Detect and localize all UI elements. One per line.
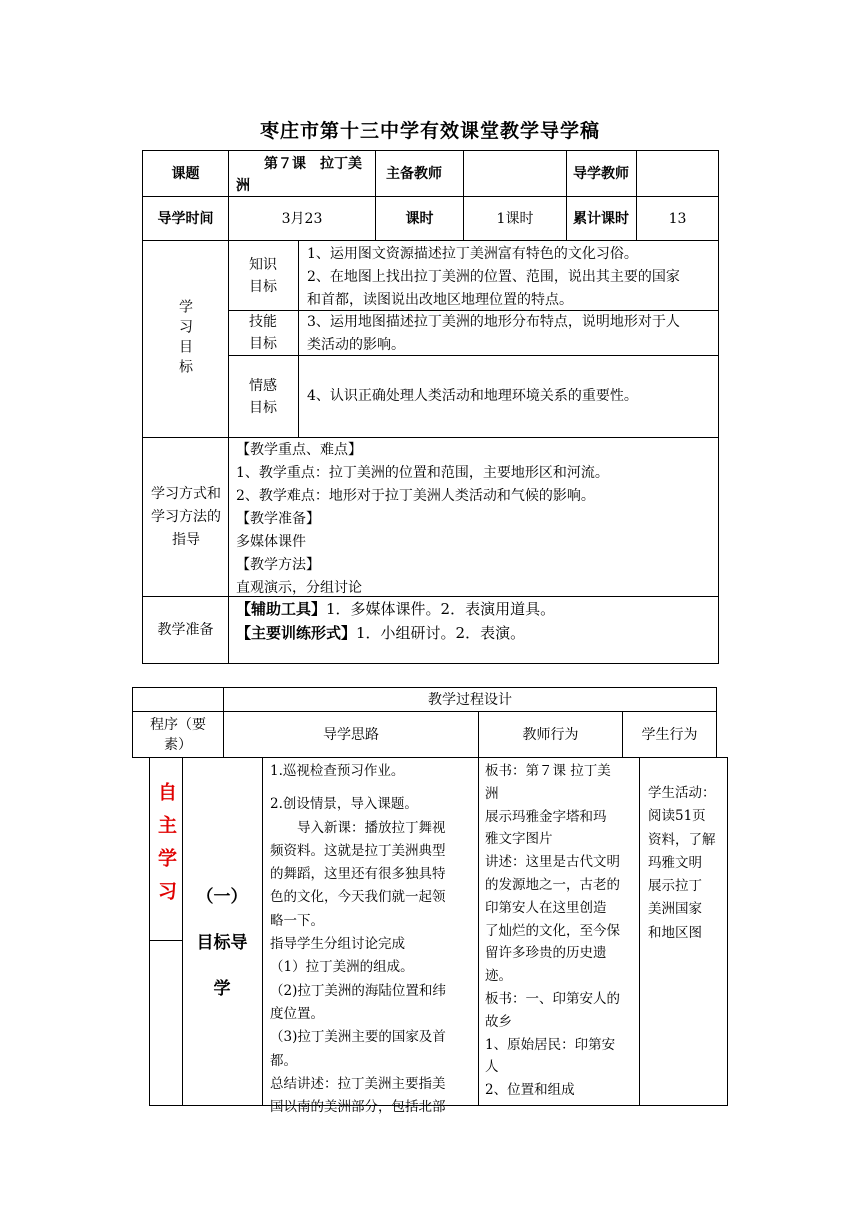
stage-self-study: 自主学习	[155, 782, 177, 914]
col-program: 程序（要素）	[150, 716, 206, 753]
col-student: 学生行为	[641, 726, 698, 743]
objective-type-emotion: 情感目标	[249, 377, 277, 416]
objective-skill-text: 3、运用地图描述拉丁美洲的地形分布特点，说明地形对于人 类活动的影响。	[307, 314, 680, 353]
guide-teacher-label: 导学教师	[573, 165, 629, 182]
topic-value: 第７课 拉丁美洲	[236, 156, 362, 194]
cumulative-value: 13	[668, 210, 687, 227]
objectives-label: 学习目标	[177, 299, 193, 379]
topic-label: 课题	[171, 165, 200, 182]
col-guide: 导学思路	[323, 726, 379, 743]
prep-label: 教学准备	[157, 622, 214, 638]
period-value: 1课时	[496, 210, 534, 227]
student-text: 学生活动： 阅读51页 资料，了解 玛雅文明 展示拉丁 美洲国家 和地区图	[648, 785, 716, 941]
guide-text: 1.巡视检查预习作业。 2.创设情景，导入课题。 导入新课：播放拉丁舞视 频资料。这就是拉丁美洲典型 的舞蹈，这里还有很多独具特 色的文化，今天我们就一起领 略一下。 指导学生分组讨论完成 （1）拉丁美洲的组成。 （2)拉丁美洲的海陆位置和纬 度位置。 （3)拉丁美洲主要的国家及首 都。 总结讲述：拉丁美洲主要指美 国以南的美洲部分，包括北部	[270, 763, 446, 1116]
guide-teacher-value	[637, 151, 718, 196]
time-label: 导学时间	[157, 210, 214, 227]
period-label: 课时	[405, 210, 434, 227]
objective-knowledge-text: 1、运用图文资源描述拉丁美洲富有特色的文化习俗。 2、在地图上找出拉丁美洲的位置、范围，说出其主要的国家 和首都，读图说出改地区地理位置的特点。	[307, 246, 680, 308]
process-title: 教学过程设计	[428, 691, 512, 708]
time-value: 3月23	[281, 210, 323, 227]
objective-type-knowledge: 知识目标	[249, 256, 277, 295]
page-title: 枣庄市第十三中学有效课堂教学导学稿	[259, 120, 600, 142]
method-text: 【教学重点、难点】 1、教学重点：拉丁美洲的位置和范围，主要地形区和河流。 2、教学难点：地形对于拉丁美洲人类活动和气候的影响。 【教学准备】 多媒体课件 【教学方法】 直观演示，分组讨论	[236, 442, 609, 596]
method-label: 学习方式和学习方法的指导	[151, 485, 221, 548]
lead-teacher-label: 主备教师	[386, 165, 442, 182]
objective-type-skill: 技能目标	[249, 314, 277, 352]
cumulative-label: 累计课时	[573, 210, 629, 227]
teacher-text: 板书：第７课 拉丁美 洲 展示玛雅金字塔和玛 雅文字图片 讲述：这里是古代文明 的发源地之一，古老的 印第安人在这里创造 了灿烂的文化，至今保 留许多珍贵的历史遗 迹。 板书：一、印第安人的 故乡 1、原始居民：印第安 人 2、位置和组成	[485, 763, 620, 1099]
step-goal-guide: （一）目标导学	[196, 887, 248, 999]
col-teacher: 教师行为	[522, 726, 579, 743]
prep-text: 【辅助工具】1．多媒体课件。2．表演用道具。 【主要训练形式】1．小组研讨。2．表演。	[236, 600, 556, 642]
objective-emotion-text: 4、认识正确处理人类活动和地理环境关系的重要性。	[307, 388, 638, 404]
lead-teacher-value	[464, 151, 566, 196]
